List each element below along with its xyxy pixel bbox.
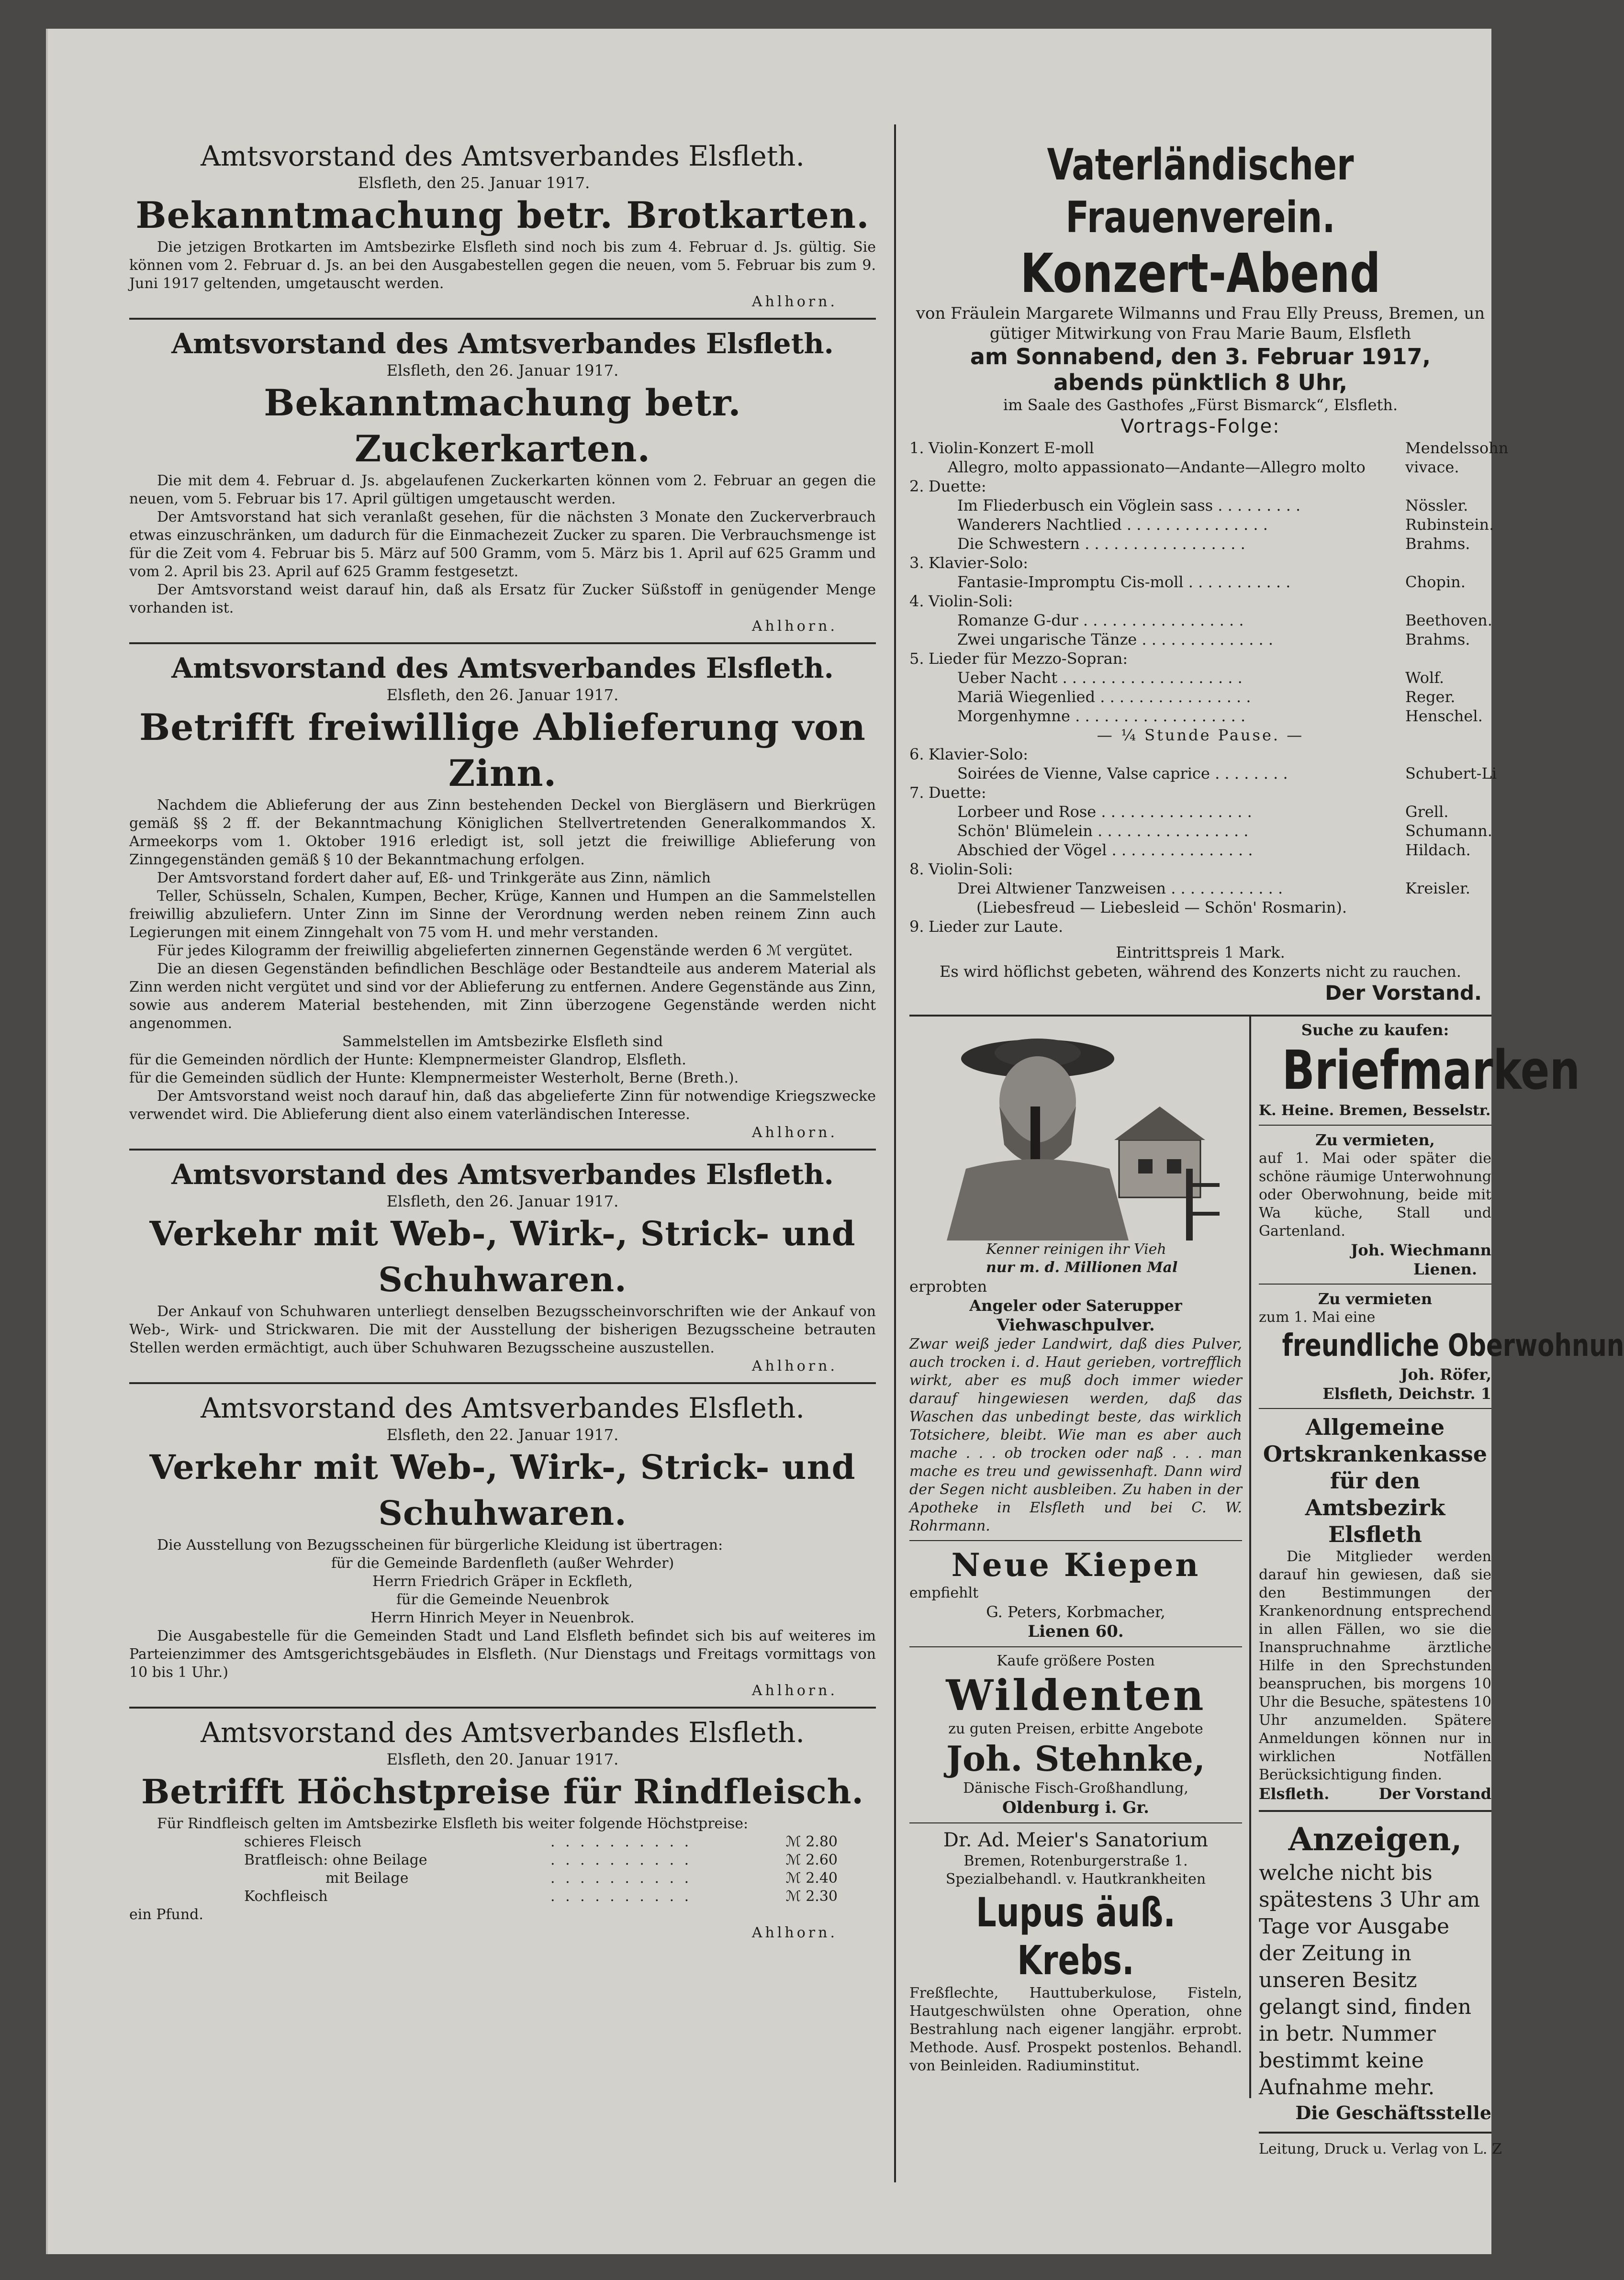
rule	[1259, 1125, 1491, 1126]
ad-divider	[1249, 1017, 1251, 2098]
programme-item: Im Fliederbusch ein Vöglein sass . . . . . . . . . Nössler.	[957, 496, 1468, 514]
notice-authority: Amtsvorstand des Amtsverbandes Elsfleth.	[201, 1392, 805, 1424]
notice-authority: Amtsvorstand des Amtsverbandes Elsfleth.	[171, 652, 834, 684]
ad-text: auf 1. Mai oder später die schöne räumige Unterwohnung oder Oberwohnung, beide mit Wa küche, Stall und Gartenland.	[1259, 1150, 1491, 1240]
ad-title: Wildenten	[946, 1670, 1206, 1720]
ad-line: Kaufe größere Posten	[997, 1653, 1155, 1669]
notice-dateline: Elsfleth, den 25. Januar 1917.	[358, 174, 590, 192]
programme-item: 9. Lieder zur Laute.	[909, 917, 1064, 936]
rule	[1259, 1408, 1491, 1409]
programme-item: 4. Violin-Soli:	[909, 592, 1013, 610]
programme-item: Drei Altwiener Tanzweisen . . . . . . . . . . . . Kreisler.	[957, 879, 1470, 897]
notice-signature: Ahlhorn.	[751, 1682, 838, 1699]
ad-line: Oldenburg i. Gr.	[1002, 1798, 1149, 1817]
concert-price: Eintrittspreis 1 Mark.	[1116, 943, 1285, 961]
concert-note: Es wird höflichst gebeten, während des Konzerts nicht zu rauchen.	[940, 962, 1461, 981]
ad-area	[909, 1017, 1624, 2157]
concert-venue: im Saale des Gasthofes „Fürst Bismarck“, Elsfleth.	[1003, 396, 1398, 414]
notice-title: Bekanntmachung betr. Zuckerkarten.	[264, 381, 741, 470]
ad-krankenkasse	[1259, 1414, 1491, 1803]
notice-signature: Ahlhorn.	[751, 618, 838, 635]
price-value: ℳ 2.40	[785, 1870, 838, 1887]
ad-wohnung-wiechmann	[1259, 1130, 1491, 1279]
notice-paragraph: Teller, Schüsseln, Schalen, Kumpen, Becher, Krüge, Kannen und Humpen an die Sammelstellen freiwillig abzuliefern. Unter Zinn im Sinne der Verordnung werden neben reinem Zinn auch Legierungen mit einem Zinngehalt von 75 vom H. und mehr verstanden.	[129, 888, 876, 941]
ad-wildenten	[909, 1652, 1242, 1818]
notice-brotkarten	[129, 139, 876, 311]
notice-authority: Amtsvorstand des Amtsverbandes Elsfleth.	[171, 1158, 834, 1191]
notice-paragraph: Der Amtsvorstand hat sich veranlaßt gesehen, für die nächsten 3 Monate den Zuckerverbrauch etwas einzuschränken, um dadurch für die Einmachezeit Zucker zu sparen. Die Verbrauchsmenge ist für die Zeit vom 4. Februar bis 5. März auf 500 Gramm, vom 5. März bis 1. April auf 625 Gramm und vom 2. April bis 23. April auf 625 Gramm festgesetzt.	[129, 509, 876, 580]
notice-paragraph: für die Gemeinden nördlich der Hunte: Klempnermeister Glandrop, Elsfleth.	[129, 1051, 686, 1068]
programme-item: 5. Lieder für Mezzo-Sopran:	[909, 649, 1128, 668]
notice-title: Betrifft Höchstpreise für Rindfleisch.	[141, 1772, 864, 1811]
imprint: Leitung, Druck u. Verlag von L. Z	[1259, 2141, 1502, 2157]
rule	[129, 318, 876, 320]
notice-paragraph: Die mit dem 4. Februar d. Js. abgelaufenen Zuckerkarten können vom 2. Februar an gegen die neuen, vom 5. Februar bis 17. April gültigen umgetauscht werden.	[129, 472, 876, 507]
programme-item: Wanderers Nachtlied . . . . . . . . . . . . . . . Rubinstein.	[957, 515, 1494, 534]
ad-title: Zu vermieten,	[1315, 1131, 1435, 1149]
programme-item: Fantasie-Impromptu Cis-moll . . . . . . . . . . . Chopin.	[957, 573, 1466, 591]
programme-item: Die Schwestern . . . . . . . . . . . . . . . . . Brahms.	[957, 535, 1470, 553]
newspaper-page	[46, 29, 1624, 2254]
price-value: ℳ 2.80	[785, 1833, 838, 1850]
ad-title: Anzeigen,	[1288, 1821, 1462, 1858]
rule	[909, 1646, 1242, 1647]
price-label: mit Beilage	[325, 1870, 409, 1887]
ad-name: Joh. Stehnke,	[946, 1738, 1206, 1779]
notice-zuckerkarten	[129, 326, 876, 636]
ads-left	[909, 1017, 1242, 2075]
notice-signature: Ahlhorn.	[751, 1358, 838, 1375]
notice-paragraph: Sammelstellen im Amtsbezirke Elsfleth sind	[342, 1033, 663, 1050]
price-row: schieres Fleisch . . . . . . . . . . ℳ 2.80	[244, 1833, 838, 1850]
ad-place: Elsfleth.	[1259, 1785, 1330, 1803]
price-row: mit Beilage . . . . . . . . . . ℳ 2.40	[244, 1869, 838, 1888]
notice-line: für die Gemeinde Neuenbrok	[396, 1591, 609, 1608]
notice-schuhwaren	[129, 1157, 876, 1375]
ad-caption: nur m. d. Millionen Mal	[986, 1259, 1178, 1276]
notice-dateline: Elsfleth, den 26. Januar 1917.	[386, 686, 619, 704]
ad-product: Viehwaschpulver.	[997, 1316, 1155, 1335]
left-column	[129, 29, 876, 2254]
ad-line: K. Heine. Bremen, Besselstr.	[1259, 1102, 1491, 1119]
ad-title: Neue Kiepen	[951, 1546, 1200, 1584]
ad-line: Spezialbehandl. v. Hautkrankheiten	[945, 1871, 1206, 1888]
programme-item: Allegro, molto appassionato—Andante—Allegro molto vivace.	[948, 458, 1459, 476]
price-label: Bratfleisch: ohne Beilage	[244, 1852, 427, 1868]
ad-caption: Kenner reinigen ihr Vieh	[986, 1241, 1166, 1258]
programme-item: Schön' Blümelein . . . . . . . . . . . . . . . . Schumann.	[957, 822, 1492, 840]
ad-title: Lupus äuß. Krebs.	[975, 1889, 1176, 1984]
programme-item: 6. Klavier-Solo:	[909, 745, 1029, 763]
ad-line: Dr. Ad. Meier's Sanatorium	[943, 1829, 1209, 1851]
ad-place: Lienen.	[1413, 1260, 1477, 1278]
ad-sanatorium	[909, 1828, 1242, 2075]
concert-performers: von Fräulein Margarete Wilmanns und Frau Elly Preuss, Bremen, un	[916, 304, 1485, 323]
rule	[909, 1540, 1242, 1541]
ad-briefmarken	[1259, 1020, 1580, 1120]
notice-line: für die Gemeinde Bardenfleth (außer Wehrder)	[331, 1555, 674, 1572]
notice-authority: Amtsvorstand des Amtsverbandes Elsfleth.	[171, 327, 834, 360]
notice-title: Bekanntmachung betr. Brotkarten.	[135, 194, 870, 236]
programme-item: Lorbeer und Rose . . . . . . . . . . . . . . . . Grell.	[957, 803, 1449, 821]
ad-text: Zwar weiß jeder Landwirt, daß dies Pulver, auch trocken i. d. Haut gerieben, vortrefflich wirkt, aber es muß doch immer wieder darauf hingewiesen werden, daß das Waschen das unbedingt beste, das wirklich Totsichere, bleibt. Wie man es aber auch mache . . . ob trocken oder naß . . . man mache es treu und gewissenhaft. Dann wird der Segen nicht ausbleiben. Zu haben in der Apotheke in Elsfleth und bei C. W. Rohrmann.	[909, 1336, 1242, 1534]
ad-line: Bremen, Rotenburgerstraße 1.	[963, 1853, 1188, 1869]
notice-line: Herrn Friedrich Gräper in Eckfleth,	[372, 1573, 633, 1590]
notice-paragraph: Nachdem die Ablieferung der aus Zinn bestehenden Deckel von Biergläsern und Bierkrügen gemäß §§ 2 ff. der Bekanntmachung Königlichen Stellvertretenden Generalkommandos X. Armeekorps vom 1. Oktober 1916 erledigt ist, soll jetzt die freiwillige Ablieferung von Zinngegenständen gemäß § 10 der Bekanntmachung erfolgen.	[129, 797, 876, 868]
price-label: Kochfleisch	[244, 1888, 328, 1905]
programme-item: 1. Violin-Konzert E-moll Mendelssohn	[909, 439, 1509, 457]
ads-right	[1259, 1017, 1624, 2158]
notice-dateline: Elsfleth, den 26. Januar 1917.	[386, 361, 619, 380]
programme-item: Ueber Nacht . . . . . . . . . . . . . . . . . . . Wolf.	[957, 669, 1445, 687]
rule	[129, 642, 876, 644]
notice-paragraph: Für jedes Kilogramm der freiwillig abgelieferten zinnernen Gegenstände werden 6 ℳ vergütet.	[157, 942, 853, 959]
rule	[1259, 2132, 1491, 2134]
notice-paragraph: Die an diesen Gegenständen befindlichen Beschläge oder Bestandteile aus anderem Material als Zinn werden nicht vergütet und sind vor der Ablieferung zu entfernen. Andere Gegenstände aus Zinn, sowie aus anderem Material bestehenden, mit Zinn überzogene Gegenstände werden nicht angenommen.	[129, 961, 876, 1032]
programme-list	[909, 438, 1509, 936]
rule	[1259, 1284, 1491, 1285]
notice-zinn	[129, 651, 876, 1142]
notice-bezugsscheine	[129, 1391, 876, 1700]
notice-line: Herrn Hinrich Meyer in Neuenbrok.	[370, 1609, 635, 1626]
notice-paragraph: Der Amtsvorstand weist darauf hin, daß als Ersatz für Zucker Süßstoff in genügender Menge vorhanden ist.	[129, 581, 876, 616]
rule	[909, 1822, 1242, 1823]
programme-item: Romanze G-dur . . . . . . . . . . . . . . . . . Beethoven.	[957, 611, 1492, 629]
programme-item: Morgenhymne . . . . . . . . . . . . . . . . . . Henschel.	[957, 707, 1483, 725]
programme-pause: — ¼ Stunde Pause. —	[1097, 726, 1304, 744]
notice-signature: Ahlhorn.	[751, 1924, 838, 1941]
ad-title: freundliche Oberwohnun	[1282, 1328, 1624, 1364]
ad-board: Der Vorstand	[1378, 1785, 1491, 1803]
programme-item: 7. Duette:	[909, 783, 986, 802]
notice-dateline: Elsfleth, den 20. Januar 1917.	[386, 1750, 619, 1768]
ad-place: Elsfleth, Deichstr. 1	[1322, 1385, 1491, 1403]
ad-line: Suche zu kaufen:	[1301, 1021, 1449, 1039]
price-value: ℳ 2.30	[785, 1888, 838, 1905]
ad-text: Die Mitglieder werden darauf hin gewiesen, daß sie den Bestimmungen der Krankenordnung entsprechend in allen Fällen, wo sie die Inanspruchnahme ärztliche Hilfe in den Sprechstunden beanspruchen, bis morgens 10 Uhr die Besuche, spätestens 10 Uhr anzumelden. Spätere Anmeldungen können nur in wirklichen Notfällen Berücksichtigung finden.	[1259, 1548, 1491, 1783]
notice-title: Verkehr mit Web-, Wirk-, Strick- und Schuhwaren.	[149, 1447, 856, 1533]
programme-item: Mariä Wiegenlied . . . . . . . . . . . . . . . . Reger.	[957, 688, 1456, 706]
rule	[129, 1149, 876, 1151]
notice-title: Verkehr mit Web-, Wirk-, Strick- und Schuhwaren.	[149, 1214, 856, 1299]
ad-text: welche nicht bis spätestens 3 Uhr am Tage vor Ausgabe der Zeitung in unseren Besitz gelangt sind, finden in betr. Nummer bestimmt keine Aufnahme mehr.	[1259, 1861, 1480, 2100]
programme-item: (Liebesfreud — Liebesleid — Schön' Rosmarin).	[976, 898, 1347, 916]
notice-paragraph: Die Ausstellung von Bezugsscheinen für bürgerliche Kleidung ist übertragen:	[157, 1537, 723, 1554]
price-unit: ein Pfund.	[129, 1906, 203, 1923]
notice-dateline: Elsfleth, den 26. Januar 1917.	[386, 1192, 619, 1210]
ad-title: Allgemeine Ortskrankenkasse für den Amtsbezirk Elsfleth	[1263, 1414, 1488, 1547]
farmer-illustration-icon	[928, 1025, 1224, 1241]
ad-text: Freßflechte, Hauttuberkulose, Fisteln, Hautgeschwülsten ohne Operation, ohne Bestrahlung nach eigener langjähr. erprobt. Methode. Ausf. Prospekt postenlos. Behandl. von Beinleiden. Radiuminstitut.	[909, 1985, 1242, 2074]
ad-line: Lienen 60.	[1028, 1622, 1124, 1641]
notice-paragraph: Der Amtsvorstand weist noch darauf hin, daß das abgelieferte Zinn für notwendige Kriegszwecke verwendet wird. Die Ablieferung dient also einem vaterländischen Interesse.	[129, 1088, 876, 1123]
price-row: Bratfleisch: ohne Beilage . . . . . . . . . . ℳ 2.60	[244, 1852, 838, 1868]
notice-text: Der Ankauf von Schuhwaren unterliegt denselben Bezugsscheinvorschriften wie der Ankauf von Web-, Wirk- und Strickwaren. Die mit der Ausstellung der bisherigen Bezugsscheine betrauten Stellen werden ermächtigt, auch über Schuhwaren Bezugsscheine auszustellen.	[129, 1303, 876, 1356]
notice-title: Betrifft freiwillige Ablieferung von Zinn.	[139, 706, 866, 794]
programme-item: Soirées de Vienne, Valse caprice . . . . . . . . Schubert-Li	[957, 764, 1497, 782]
price-value: ℳ 2.60	[785, 1852, 838, 1868]
notice-dateline: Elsfleth, den 22. Januar 1917.	[386, 1426, 619, 1444]
price-label: schieres Fleisch	[244, 1833, 362, 1850]
programme-item: 8. Violin-Soli:	[909, 860, 1013, 878]
ad-line: zum 1. Mai eine	[1259, 1309, 1376, 1326]
right-column	[909, 29, 1624, 2254]
notice-signature: Ahlhorn.	[751, 293, 838, 310]
ad-line: erprobten	[909, 1277, 987, 1296]
rule	[129, 1382, 876, 1384]
notice-paragraph: Der Amtsvorstand fordert daher auf, Eß- und Trinkgeräte aus Zinn, nämlich	[157, 870, 711, 886]
ad-line: zu guten Preisen, erbitte Angebote	[948, 1721, 1203, 1737]
notice-authority: Amtsvorstand des Amtsverbandes Elsfleth.	[201, 140, 805, 172]
concert-organisation: Vaterländischer Frauenverein.	[1047, 140, 1354, 243]
concert-title: Konzert-Abend	[1020, 243, 1381, 305]
price-row: Kochfleisch . . . . . . . . . . ℳ 2.30	[244, 1888, 838, 1905]
ad-signature: Die Geschäftsstelle	[1295, 2102, 1491, 2124]
ad-name: Joh. Röfer,	[1400, 1365, 1491, 1384]
notice-authority: Amtsvorstand des Amtsverbandes Elsfleth.	[201, 1716, 805, 1749]
rule	[129, 1707, 876, 1709]
ad-title: Briefmarken	[1282, 1039, 1580, 1102]
concert-announcement	[909, 139, 1509, 1005]
programme-title: Vortrags-Folge:	[1120, 415, 1280, 437]
notice-rindfleisch	[129, 1715, 876, 1942]
programme-item: 2. Duette:	[909, 477, 986, 495]
ad-title: Zu vermieten	[1318, 1290, 1433, 1308]
programme-item: Zwei ungarische Tänze . . . . . . . . . . . . . . Brahms.	[957, 630, 1470, 648]
concert-board: Der Vorstand.	[1325, 981, 1482, 1005]
ad-anzeigen	[1259, 1819, 1491, 2125]
ad-line: empfiehlt	[909, 1585, 979, 1601]
programme-item: 3. Klavier-Solo:	[909, 554, 1029, 572]
programme-item: Abschied der Vögel . . . . . . . . . . . . . . . Hildach.	[957, 841, 1471, 859]
rule	[1259, 1810, 1491, 1812]
notice-paragraph: für die Gemeinden südlich der Hunte: Klempnermeister Westerholt, Berne (Breth.).	[129, 1070, 739, 1086]
ad-viehwaschpulver	[909, 1025, 1242, 1535]
ad-line: Dänische Fisch-Großhandlung,	[963, 1780, 1188, 1797]
column-divider	[894, 124, 896, 2182]
ad-line: G. Peters, Korbmacher,	[986, 1603, 1165, 1621]
ad-kiepen	[909, 1546, 1242, 1642]
ad-line: Angeler oder Saterupper	[969, 1296, 1182, 1315]
concert-date: am Sonnabend, den 3. Februar 1917,	[970, 344, 1431, 369]
notice-text: Für Rindfleisch gelten im Amtsbezirke Elsfleth bis weiter folgende Höchstpreise:	[157, 1815, 749, 1832]
concert-time: abends pünktlich 8 Uhr,	[1053, 369, 1348, 395]
ad-name: Joh. Wiechmann	[1351, 1241, 1491, 1259]
notice-paragraph: Die Ausgabestelle für die Gemeinden Stadt und Land Elsfleth befindet sich bis auf weiteres im Parteienzimmer des Amtsgerichtsgebäudes in Elsfleth. (Nur Dienstags und Freitags vormittags von 10 bis 1 Uhr.)	[129, 1628, 876, 1681]
notice-signature: Ahlhorn.	[751, 1124, 838, 1141]
notice-text: Die jetzigen Brotkarten im Amtsbezirke Elsfleth sind noch bis zum 4. Februar d. Js. gültig. Sie können vom 2. Februar d. Js. an bei den Ausgabestellen gegen die neuen, vom 5. Februar bis zum 9. Juni 1917 geltenden, umgetauscht werden.	[129, 239, 876, 292]
ad-wohnung-roefer	[1259, 1289, 1624, 1403]
concert-guest: gütiger Mitwirkung von Frau Marie Baum, Elsfleth	[989, 324, 1411, 343]
